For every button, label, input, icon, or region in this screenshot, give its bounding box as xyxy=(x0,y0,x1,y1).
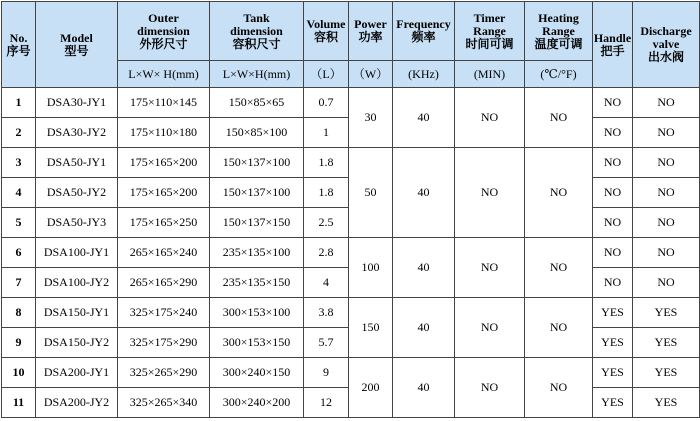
unit-power: （W） xyxy=(349,61,393,88)
cell-no: 6 xyxy=(2,238,36,268)
cell-heating: NO xyxy=(525,88,593,148)
cell-no: 5 xyxy=(2,208,36,238)
cell-tank: 150×85×100 xyxy=(210,118,304,148)
cell-no: 8 xyxy=(2,298,36,328)
cell-no: 9 xyxy=(2,328,36,358)
cell-valve: YES xyxy=(633,328,700,358)
cell-frequency: 40 xyxy=(393,148,455,238)
cell-frequency: 40 xyxy=(393,238,455,298)
cell-volume: 1 xyxy=(304,118,349,148)
cell-model: DSA100-JY2 xyxy=(36,268,118,298)
cell-model: DSA150-JY2 xyxy=(36,328,118,358)
cell-power: 50 xyxy=(349,148,393,238)
cell-model: DSA50-JY1 xyxy=(36,148,118,178)
cell-tank: 235×135×150 xyxy=(210,268,304,298)
cell-valve: NO xyxy=(633,88,700,118)
col-heating-range: Heating Range 温度可调 xyxy=(525,2,593,61)
cell-heating: NO xyxy=(525,148,593,238)
unit-heating: (℃/°F) xyxy=(525,61,593,88)
cell-power: 100 xyxy=(349,238,393,298)
cell-power: 30 xyxy=(349,88,393,148)
cell-model: DSA50-JY2 xyxy=(36,178,118,208)
cell-volume: 1.8 xyxy=(304,178,349,208)
cell-valve: NO xyxy=(633,118,700,148)
cell-valve: YES xyxy=(633,298,700,328)
cell-handle: YES xyxy=(593,328,633,358)
unit-outer: L×W× H(mm) xyxy=(118,61,210,88)
cell-outer: 325×175×240 xyxy=(118,298,210,328)
spec-table xyxy=(1,1,700,418)
cell-volume: 3.8 xyxy=(304,298,349,328)
cell-volume: 2.8 xyxy=(304,238,349,268)
col-handle: Handle 把手 xyxy=(593,2,633,88)
cell-outer: 325×265×290 xyxy=(118,358,210,388)
cell-no: 4 xyxy=(2,178,36,208)
cell-power: 200 xyxy=(349,358,393,418)
cell-model: DSA200-JY2 xyxy=(36,388,118,418)
table-row xyxy=(2,148,700,178)
cell-handle: NO xyxy=(593,178,633,208)
cell-no: 10 xyxy=(2,358,36,388)
header-row xyxy=(2,2,700,61)
cell-tank: 300×240×200 xyxy=(210,388,304,418)
cell-power: 150 xyxy=(349,298,393,358)
cell-timer: NO xyxy=(455,238,525,298)
unit-timer: (MIN) xyxy=(455,61,525,88)
cell-no: 1 xyxy=(2,88,36,118)
cell-handle: NO xyxy=(593,148,633,178)
cell-model: DSA50-JY3 xyxy=(36,208,118,238)
cell-no: 3 xyxy=(2,148,36,178)
col-model: Model 型号 xyxy=(36,2,118,88)
cell-valve: NO xyxy=(633,148,700,178)
cell-handle: NO xyxy=(593,268,633,298)
table-row xyxy=(2,238,700,268)
cell-tank: 300×240×150 xyxy=(210,358,304,388)
cell-outer: 175×165×200 xyxy=(118,178,210,208)
cell-tank: 150×137×100 xyxy=(210,178,304,208)
cell-frequency: 40 xyxy=(393,88,455,148)
cell-handle: YES xyxy=(593,298,633,328)
cell-volume: 12 xyxy=(304,388,349,418)
col-frequency: Frequency 频率 xyxy=(393,2,455,61)
cell-heating: NO xyxy=(525,298,593,358)
cell-tank: 235×135×100 xyxy=(210,238,304,268)
cell-volume: 0.7 xyxy=(304,88,349,118)
cell-outer: 175×110×145 xyxy=(118,88,210,118)
cell-handle: NO xyxy=(593,88,633,118)
cell-outer: 265×165×290 xyxy=(118,268,210,298)
table-row xyxy=(2,298,700,328)
cell-timer: NO xyxy=(455,358,525,418)
cell-handle: NO xyxy=(593,208,633,238)
unit-volume: （L） xyxy=(304,61,349,88)
col-no: No. 序号 xyxy=(2,2,36,88)
cell-no: 7 xyxy=(2,268,36,298)
cell-volume: 9 xyxy=(304,358,349,388)
cell-handle: NO xyxy=(593,238,633,268)
cell-no: 2 xyxy=(2,118,36,148)
unit-frequency: (KHz) xyxy=(393,61,455,88)
cell-tank: 300×153×150 xyxy=(210,328,304,358)
cell-model: DSA100-JY1 xyxy=(36,238,118,268)
cell-valve: NO xyxy=(633,238,700,268)
cell-tank: 150×137×100 xyxy=(210,148,304,178)
col-outer-dimension: Outer dimension 外形尺寸 xyxy=(118,2,210,61)
cell-outer: 175×110×180 xyxy=(118,118,210,148)
col-discharge-valve: Discharge valve 出水阀 xyxy=(633,2,700,88)
cell-volume: 2.5 xyxy=(304,208,349,238)
cell-valve: YES xyxy=(633,388,700,418)
cell-valve: NO xyxy=(633,178,700,208)
cell-tank: 300×153×100 xyxy=(210,298,304,328)
col-power: Power 功率 xyxy=(349,2,393,61)
cell-handle: YES xyxy=(593,388,633,418)
cell-outer: 265×165×240 xyxy=(118,238,210,268)
col-volume: Volume 容积 xyxy=(304,2,349,61)
cell-volume: 5.7 xyxy=(304,328,349,358)
cell-timer: NO xyxy=(455,148,525,238)
cell-no: 11 xyxy=(2,388,36,418)
cell-volume: 4 xyxy=(304,268,349,298)
cell-model: DSA150-JY1 xyxy=(36,298,118,328)
cell-heating: NO xyxy=(525,238,593,298)
cell-tank: 150×85×65 xyxy=(210,88,304,118)
cell-outer: 175×165×200 xyxy=(118,148,210,178)
cell-heating: NO xyxy=(525,358,593,418)
cell-timer: NO xyxy=(455,298,525,358)
cell-timer: NO xyxy=(455,88,525,148)
col-tank-dimension: Tank dimension 容积尺寸 xyxy=(210,2,304,61)
table-row xyxy=(2,88,700,118)
cell-frequency: 40 xyxy=(393,298,455,358)
cell-model: DSA30-JY2 xyxy=(36,118,118,148)
cell-model: DSA200-JY1 xyxy=(36,358,118,388)
table-row xyxy=(2,358,700,388)
cell-outer: 175×165×250 xyxy=(118,208,210,238)
cell-outer: 325×265×340 xyxy=(118,388,210,418)
cell-volume: 1.8 xyxy=(304,148,349,178)
cell-valve: NO xyxy=(633,268,700,298)
cell-valve: YES xyxy=(633,358,700,388)
col-timer-range: Timer Range 时间可调 xyxy=(455,2,525,61)
cell-handle: YES xyxy=(593,358,633,388)
unit-tank: L×W×H(mm) xyxy=(210,61,304,88)
cell-valve: NO xyxy=(633,208,700,238)
cell-tank: 150×137×150 xyxy=(210,208,304,238)
cell-frequency: 40 xyxy=(393,358,455,418)
cell-model: DSA30-JY1 xyxy=(36,88,118,118)
cell-handle: NO xyxy=(593,118,633,148)
cell-outer: 325×175×290 xyxy=(118,328,210,358)
